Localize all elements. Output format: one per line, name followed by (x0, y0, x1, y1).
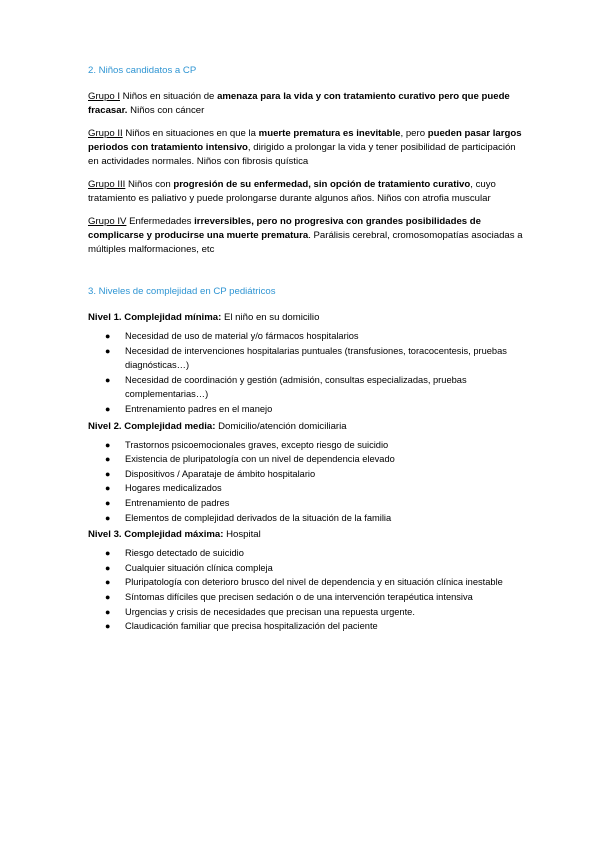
group-text: Enfermedades (126, 216, 195, 227)
bullet-icon: ● (105, 497, 111, 508)
section-heading-complexity-levels: 3. Niveles de complejidad en CP pediátricos (88, 286, 276, 297)
group-text: , dirigido a prolongar la vida y tener posibilidad de participación en actividades normales. Niños con fibrosis quística (88, 142, 516, 167)
list-item-text: Dispositivos / Aparataje de ámbito hospitalario (125, 468, 316, 479)
list-item-text: Riesgo detectado de suicidio (125, 548, 244, 559)
list-item-text: Entrenamiento padres en el manejo (125, 403, 273, 414)
list-item-text: Elementos de complejidad derivados de la situación de la familia (125, 512, 392, 523)
list-item-text: Necesidad de intervenciones hospitalarias puntuales (transfusiones, toracocentesis, pruebas diagnósticas…) (125, 345, 507, 371)
group-text: , cuyo tratamiento es paliativo y puede prolongarse durante algunos años. Niños con atrofia muscular (88, 179, 496, 204)
list-item-text: Entrenamiento de padres (125, 497, 230, 508)
group-text: Niños con cáncer (127, 105, 205, 116)
level-title: Nivel 1. Complejidad mínima: (88, 312, 222, 323)
bullet-icon: ● (105, 345, 111, 356)
bullet-icon: ● (105, 403, 111, 414)
bullet-icon: ● (105, 591, 111, 602)
group-4-paragraph (88, 215, 528, 257)
bullet-icon: ● (105, 512, 111, 523)
group-label: Grupo III (88, 179, 126, 190)
group-2-paragraph (88, 127, 528, 169)
list-item (88, 344, 528, 373)
list-item (88, 329, 528, 344)
list-item (88, 511, 528, 526)
list-item-text: Síntomas difíciles que precisen sedación o de una intervención terapéutica intensiva (125, 591, 473, 602)
group-emphasis: pueden pasar largos periodos con tratamiento intensivo (88, 128, 522, 153)
bullet-icon: ● (105, 454, 111, 465)
group-emphasis: irreversibles, pero no progresiva con grandes posibilidades de complicarse y producirse una muerte prematura (88, 216, 481, 241)
list-item-text: Existencia de pluripatología con un nivel de dependencia elevado (125, 454, 395, 465)
level-1-list (88, 329, 528, 417)
group-text: Niños con (125, 179, 174, 190)
list-item-text: Necesidad de coordinación y gestión (admisión, consultas especializadas, pruebas complementarias…) (125, 374, 467, 400)
bullet-icon: ● (105, 562, 111, 573)
group-emphasis: muerte prematura es inevitable (258, 128, 401, 139)
bullet-icon: ● (105, 468, 111, 479)
list-item (88, 438, 528, 453)
list-item (88, 561, 528, 576)
list-item (88, 496, 528, 511)
level-subtitle: Hospital (223, 529, 261, 541)
level-2-list (88, 438, 528, 526)
group-text: . Parálisis cerebral, cromosomopatías asociadas a múltiples malformaciones, etc (88, 230, 523, 255)
level-1-title (88, 311, 528, 325)
group-emphasis: progresión de su enfermedad, sin opción de tratamiento curativo (173, 179, 471, 190)
level-title: Nivel 3. Complejidad máxima: (88, 529, 224, 541)
bullet-icon: ● (105, 483, 111, 494)
group-text: Niños en situaciones en que la (122, 128, 259, 139)
level-3-title (88, 528, 528, 542)
bullet-icon: ● (105, 621, 111, 632)
group-1-paragraph (88, 90, 528, 118)
level-subtitle: Domicilio/atención domiciliaria (215, 420, 347, 432)
list-item (88, 467, 528, 482)
level-subtitle: El niño en su domicilio (221, 312, 320, 323)
group-text: , pero (400, 128, 428, 139)
bullet-icon: ● (105, 577, 111, 588)
bullet-icon: ● (105, 374, 111, 385)
level-title: Nivel 2. Complejidad media: (88, 420, 216, 432)
list-item (88, 452, 528, 467)
list-item-text: Urgencias y crisis de necesidades que precisan una repuesta urgente. (125, 606, 415, 617)
group-emphasis: amenaza para la vida y con tratamiento curativo pero que puede fracasar. (88, 91, 510, 116)
level-2-title (88, 420, 528, 434)
list-item-text: Claudicación familiar que precisa hospitalización del paciente (125, 621, 378, 632)
bullet-icon: ● (105, 331, 111, 341)
list-item (88, 373, 528, 402)
list-item-text: Trastornos psicoemocionales graves, excepto riesgo de suicidio (125, 439, 389, 450)
group-3-paragraph (88, 178, 528, 206)
document-content (88, 64, 528, 637)
group-label: Grupo I (88, 91, 120, 102)
group-label: Grupo II (88, 128, 123, 139)
list-item-text: Necesidad de uso de material y/o fármacos hospitalarios (125, 331, 359, 341)
list-item-text: Pluripatología con deterioro brusco del nivel de dependencia y en situación clínica inestable (125, 577, 503, 588)
level-3-list (88, 546, 528, 634)
bullet-icon: ● (105, 606, 111, 617)
list-item (88, 546, 528, 561)
section-heading-candidates: 2. Niños candidatos a CP (88, 65, 197, 76)
list-item-text: Cualquier situación clínica compleja (125, 562, 273, 573)
bullet-icon: ● (105, 548, 111, 559)
list-item (88, 402, 528, 417)
list-item (88, 590, 528, 605)
list-item (88, 605, 528, 620)
list-item-text: Hogares medicalizados (125, 483, 222, 494)
list-item (88, 619, 528, 634)
group-label: Grupo IV (88, 216, 127, 227)
list-item (88, 481, 528, 496)
list-item (88, 575, 528, 590)
group-text: Niños en situación de (120, 91, 218, 102)
bullet-icon: ● (105, 439, 111, 450)
